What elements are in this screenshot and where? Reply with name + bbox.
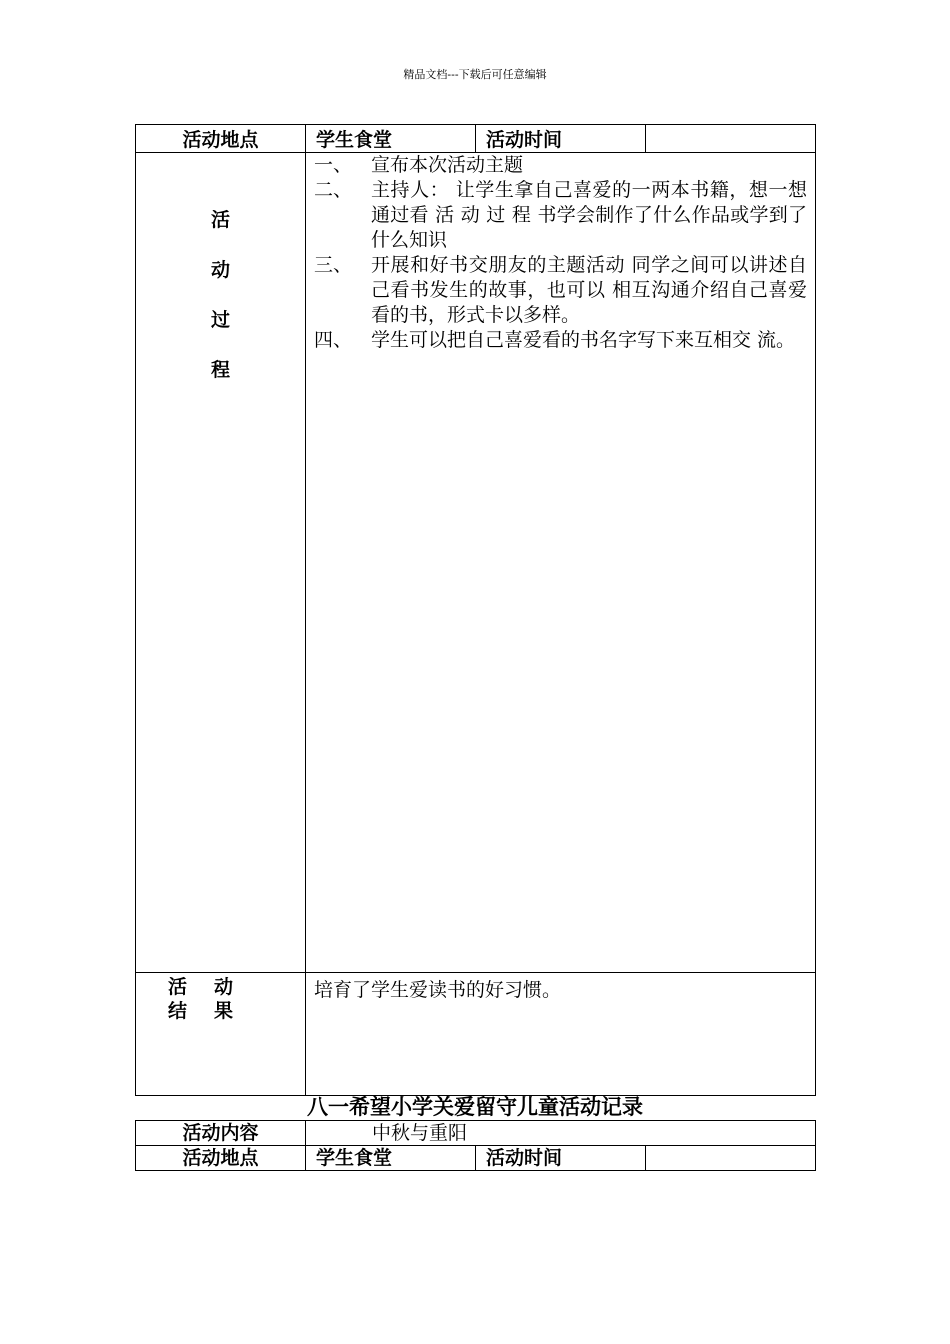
process-label-char: 程 bbox=[210, 359, 230, 381]
process-label bbox=[136, 153, 306, 973]
process-label-char: 活 bbox=[210, 209, 230, 231]
step-item bbox=[314, 153, 807, 178]
result-label-char: 动 bbox=[214, 976, 234, 998]
content-value: 中秋与重阳 bbox=[306, 1121, 816, 1146]
content-label: 活动内容 bbox=[136, 1121, 306, 1146]
step-item bbox=[314, 178, 807, 253]
activity-record-table-2 bbox=[135, 1120, 816, 1171]
step-number: 一、 bbox=[314, 154, 353, 176]
process-label-char: 过 bbox=[210, 309, 230, 331]
step-number: 二、 bbox=[314, 179, 353, 201]
step-text: 学生可以把自己喜爱看的书名字写下来互相交 流。 bbox=[371, 329, 796, 351]
location-value: 学生食堂 bbox=[306, 1146, 476, 1171]
location-label: 活动地点 bbox=[136, 1146, 306, 1171]
result-text: 培育了学生爱读书的好习惯。 bbox=[306, 973, 816, 1096]
step-text: 主持人： 让学生拿自己喜爱的一两本书籍，想一想通过看 活 动 过 程 书学会制作了什么作品或学到了什么知识 bbox=[371, 179, 807, 251]
result-label bbox=[136, 973, 306, 1096]
process-label-char: 动 bbox=[210, 259, 230, 281]
step-number: 三、 bbox=[314, 254, 353, 276]
step-text: 开展和好书交朋友的主题活动 同学之间可以讲述自己看书发生的故事，也可以 相互沟通介绍自己喜爱看的书，形式卡以多样。 bbox=[371, 254, 807, 326]
time-label: 活动时间 bbox=[476, 125, 646, 153]
time-value bbox=[646, 1146, 816, 1171]
step-number: 四、 bbox=[314, 329, 353, 351]
location-label: 活动地点 bbox=[136, 125, 306, 153]
time-value bbox=[646, 125, 816, 153]
step-item bbox=[314, 328, 807, 353]
result-label-char: 结 bbox=[168, 1000, 188, 1022]
step-text: 宣布本次活动主题 bbox=[371, 154, 524, 176]
activity-record-table bbox=[135, 124, 816, 1096]
section-title: 八一希望小学关爱留守儿童活动记录 bbox=[307, 1095, 643, 1119]
process-steps bbox=[306, 153, 816, 973]
result-label-char: 活 bbox=[168, 976, 188, 998]
location-value: 学生食堂 bbox=[306, 125, 476, 153]
page-header-watermark: 精品文档---下载后可任意编辑 bbox=[403, 68, 547, 81]
time-label: 活动时间 bbox=[476, 1146, 646, 1171]
step-item bbox=[314, 253, 807, 328]
result-label-char: 果 bbox=[214, 1000, 234, 1022]
